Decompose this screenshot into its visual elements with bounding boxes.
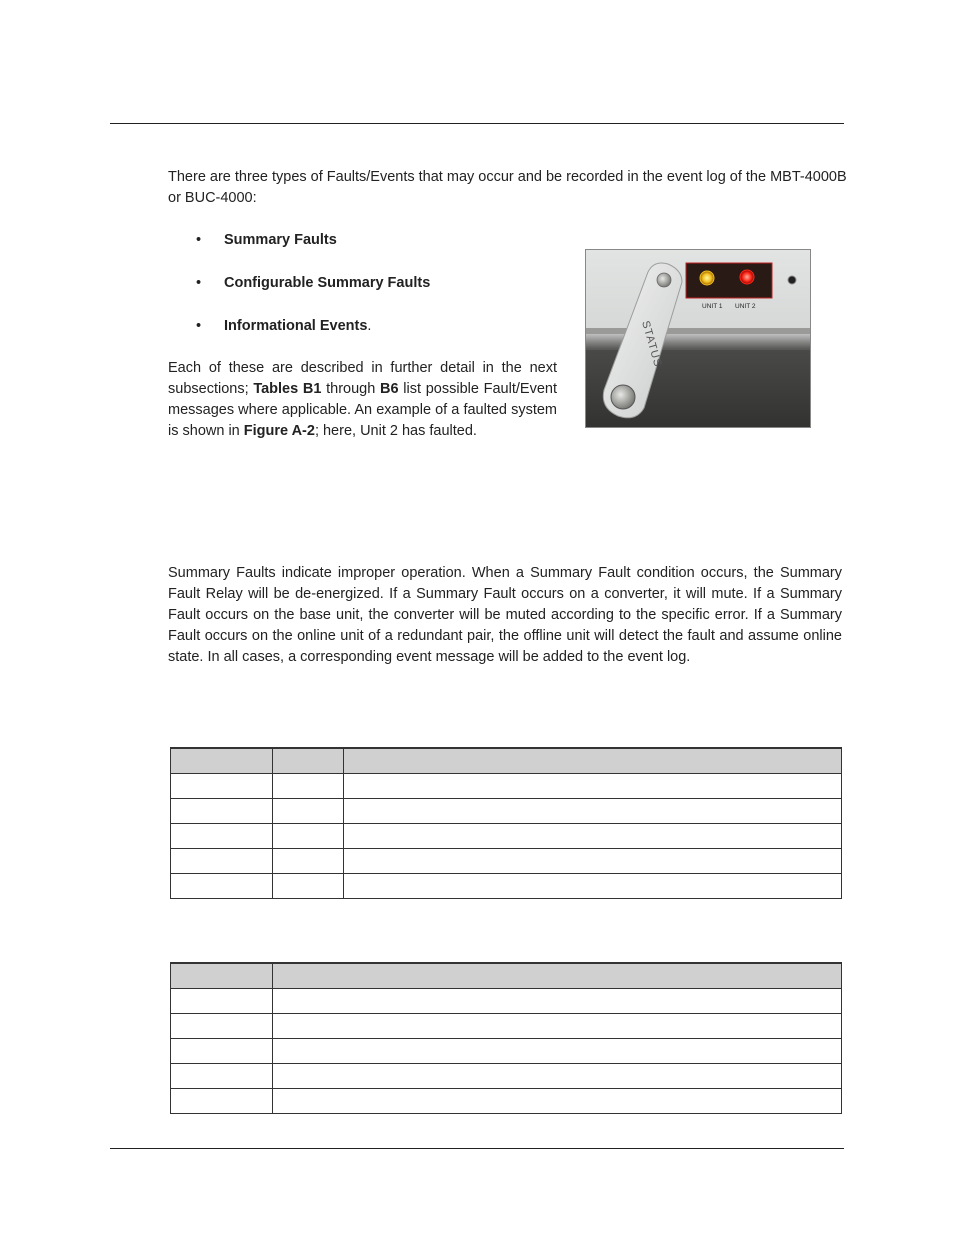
description-paragraph: Each of these are described in further detail in the next subsections; Tables B1 through B6 list possible Fault/Event messages where applicable. An example of a faulted system is shown in Figure A-2; here, Unit 2 has faulted. xyxy=(168,360,557,439)
table-header-cell xyxy=(171,963,273,989)
table-header-cell xyxy=(273,963,842,989)
indicator-hole xyxy=(788,276,796,284)
list-item xyxy=(196,273,430,316)
status-panel-photo xyxy=(585,249,811,428)
table-row xyxy=(171,1014,842,1039)
header-rule xyxy=(110,123,844,124)
table-row xyxy=(171,799,842,824)
unit1-label: UNIT 1 xyxy=(702,303,723,310)
list-item xyxy=(196,316,430,359)
table-header-cell xyxy=(344,748,842,774)
plate-label: STATUS xyxy=(639,319,664,369)
bullet-suffix: . xyxy=(367,318,372,334)
table-row xyxy=(171,1089,842,1114)
table-row xyxy=(171,824,842,849)
unit2-label: UNIT 2 xyxy=(735,303,756,310)
plate-screw-top xyxy=(657,273,671,287)
table-row xyxy=(171,1039,842,1064)
figure-ref: Figure A-2 xyxy=(243,423,315,439)
unit1-led xyxy=(700,271,714,285)
fault-type-list xyxy=(196,230,430,359)
bullet-label: Configurable Summary Faults xyxy=(224,275,431,291)
table-header-cell xyxy=(171,748,273,774)
fault-table-1 xyxy=(170,747,842,899)
table-header-row xyxy=(171,963,842,989)
led-window xyxy=(686,263,772,298)
intro-paragraph: There are three types of Faults/Events that may occur and be recorded in the event log of the MBT-4000B or BUC-4000: xyxy=(168,169,847,206)
tables-ref: Tables B1 xyxy=(253,381,322,397)
table-row xyxy=(171,1064,842,1089)
footer-rule xyxy=(110,1148,844,1149)
bullet-label: Informational Events xyxy=(224,318,368,334)
plate-screw-bottom xyxy=(611,385,635,409)
summary-faults-paragraph: Summary Faults indicate improper operation. When a Summary Fault condition occurs, the Summary Fault Relay will be de-energized. If a Summary Fault occurs on a converter, it will mute. If a Summary Fault occurs on the base unit, the converter will be muted according to the specific error. If a Summary Fault occurs on the online unit of a redundant pair, the offline unit will detect the fault and assume online state. In all cases, a corresponding event message will be added to the event log. xyxy=(168,565,842,665)
fault-table-2 xyxy=(170,962,842,1114)
list-item xyxy=(196,230,430,273)
table-row xyxy=(171,774,842,799)
table-row xyxy=(171,874,842,899)
unit2-led xyxy=(740,270,754,284)
table-header-row xyxy=(171,748,842,774)
table-row xyxy=(171,989,842,1014)
bullet-label: Summary Faults xyxy=(224,232,337,248)
table-header-cell xyxy=(273,748,344,774)
table-b6-ref: B6 xyxy=(380,381,399,397)
table-row xyxy=(171,849,842,874)
